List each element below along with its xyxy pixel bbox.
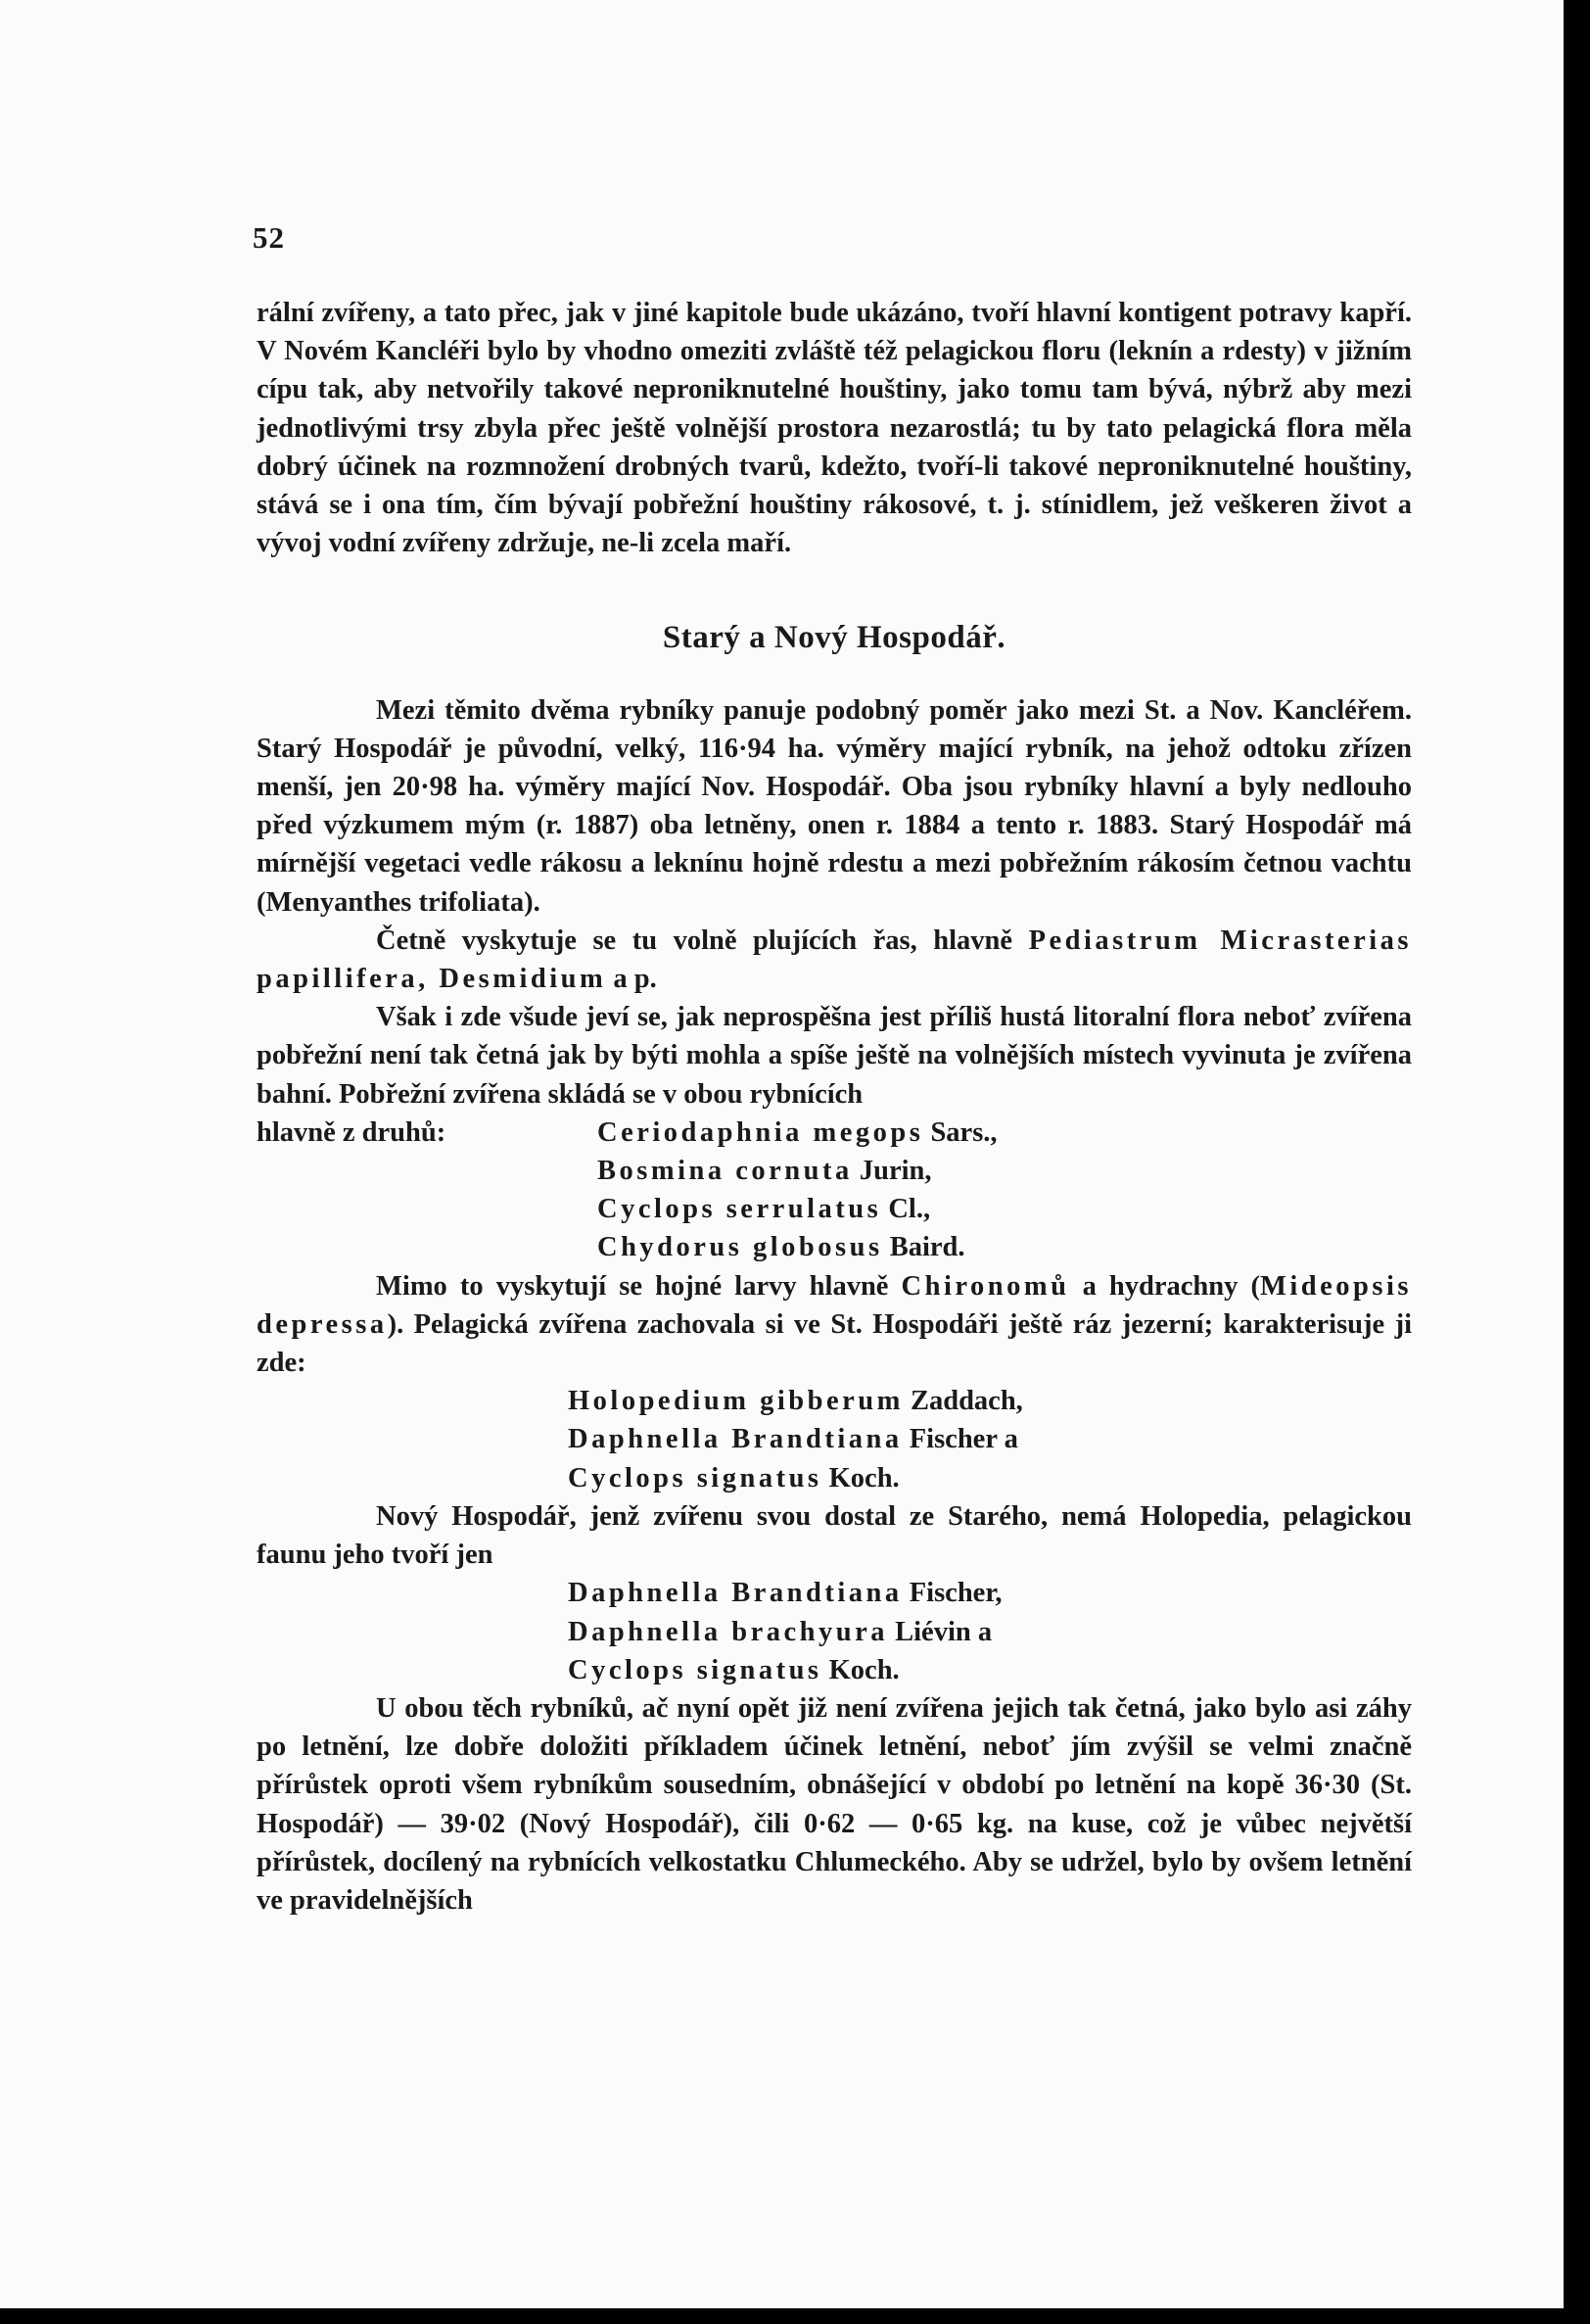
species-name: Daphnella Brandtiana [568,1578,903,1609]
species-list-1-row-1 [257,1114,1412,1152]
paragraph-4: Však i zde všude jeví se, jak neprospěšna jest příliš hustá litoralní flora neboť zvířena pobřežní není tak četná jak by býti mohla a spíše ještě na volnějších místech vyvinuta je zvířena bahní. Pobřežní zvířena skládá se v obou rybnících [257,1002,1412,1110]
species-author: Baird. [889,1232,965,1263]
paragraph-3-species: Pediastrum Micrasterias papillifera, Desmidium [257,925,1412,995]
species-author: Liévin a [895,1616,993,1647]
species-entry [257,1574,1412,1612]
species-entry [257,1613,1412,1651]
species-name: Cyclops serrulatus [597,1194,882,1225]
species-entry [257,1651,1412,1689]
species-author: Koch. [828,1462,900,1494]
paragraph-7: U obou těch rybníků, ač nyní opět již není zvířena jejich tak četná, jako bylo asi záhy po letnění, lze dobře doložiti příkladem účinek letnění, neboť jím zvýšil se velmi značně přírůstek oproti všem rybníkům sousedním, obnášející v období po letnění na kopě 36·30 (St. Hospodář) — 39·02 (Nový Hospodář), čili 0·62 — 0·65 kg. na kuse, což je vůbec největší přírůstek, docílený na rybnících velkostatku Chlumeckého. Aby se udržel, bylo by ovšem letnění ve pravidelnějších [257,1692,1412,1916]
species-author: Sars., [930,1116,998,1148]
species-author: Jurin, [859,1156,932,1187]
species-name: Ceriodaphnia megops [597,1116,924,1148]
paragraph-5-text-3: ). Pelagická zvířena zachovala si ve St. Hospodáři ještě ráz jezerní; karakterisuje ji zde: [257,1308,1412,1379]
paragraph-5-species-2: Mideopsis depressa [257,1270,1412,1340]
page-number: 52 [253,220,285,255]
paragraph-5-text-2: a hydrachny ( [1069,1270,1260,1302]
paragraph-5-text-1: Mimo to vyskytují se hojné larvy hlavně [376,1270,902,1302]
species-name: Cyclops signatus [568,1654,822,1685]
species-author: Koch. [828,1654,900,1685]
species-name: Cyclops signatus [568,1462,822,1494]
section-heading: Starý a Nový Hospodář. [662,620,1006,656]
paragraph-2: Mezi těmito dvěma rybníky panuje podobný poměr jako mezi St. a Nov. Kancléřem. Starý Hospodář je původní, velký, 116·94 ha. výměry mající rybník, na jehož odtoku zřízen menší, jen 20·98 ha. výměry mající Nov. Hospodář. Oba jsou rybníky hlavní a byly nedlouho před výzkumem mým (r. 1887) oba letněny, onen r. 1884 a tento r. 1883. Starý Hospodář má mírnější vegetaci vedle rákosu a leknínu hojně rdestu a mezi pobřežním rákosím četnou vachtu (Menyanthes trifoliata). [257,694,1412,918]
species-name: Daphnella brachyura [568,1616,888,1647]
species-list-2 [257,1382,1412,1497]
paragraph-5 [257,1267,1412,1383]
species-entry [257,1420,1412,1458]
species-entry [257,1190,1412,1228]
body-text [257,294,1412,1920]
species-name: Holopedium gibberum [568,1386,904,1417]
paragraph-5-species-1: Chironomů [901,1270,1070,1302]
species-entry [257,1152,1412,1190]
species-list-1 [257,1114,1412,1267]
paragraph-6: Nový Hospodář, jenž zvířenu svou dostal ze Starého, nemá Holopedia, pelagickou faunu jeho tvoří jen [257,1500,1412,1571]
species-entry [257,1459,1412,1497]
species-name: Bosmina cornuta [597,1156,853,1187]
paragraph-3-text-1: Četně vyskytuje se tu volně plujících řas, hlavně [376,925,1029,956]
species-list-3 [257,1574,1412,1689]
paragraph-1: rální zvířeny, a tato přec, jak v jiné kapitole bude ukázáno, tvoří hlavní kontigent potravy kapří. V Novém Kancléři bylo by vhodno omeziti zvláště též pelagickou floru (leknín a rdesty) v jižním cípu tak, aby netvořily takové neproniknutelné houštiny, jako tomu tam bývá, nýbrž aby mezi jednotlivými trsy zbyla přec ještě volnější prostora nezarostlá; tu by tato pelagická flora měla dobrý účinek na rozmnožení drobných tvarů, kdežto, tvoří-li takové neproniknutelné houštiny, stává se i ona tím, čím bývají pobřežní houštiny rákosové, t. j. stínidlem, jež veškeren život a vývoj vodní zvířeny zdržuje, ne-li zcela maří. [257,298,1412,559]
paragraph-3 [257,922,1412,998]
species-name: Daphnella Brandtiana [568,1424,903,1455]
species-entry [597,1114,998,1152]
species-author: Zaddach, [910,1386,1023,1417]
species-list-label: hlavně z druhů: [257,1116,446,1148]
species-name: Chydorus globosus [597,1232,883,1263]
species-entry [257,1228,1412,1266]
species-author: Fischer, [909,1578,1003,1609]
paragraph-3-text-2: a p. [606,964,657,995]
species-entry [257,1382,1412,1420]
species-author: Fischer a [909,1424,1018,1455]
species-author: Cl., [888,1194,931,1225]
